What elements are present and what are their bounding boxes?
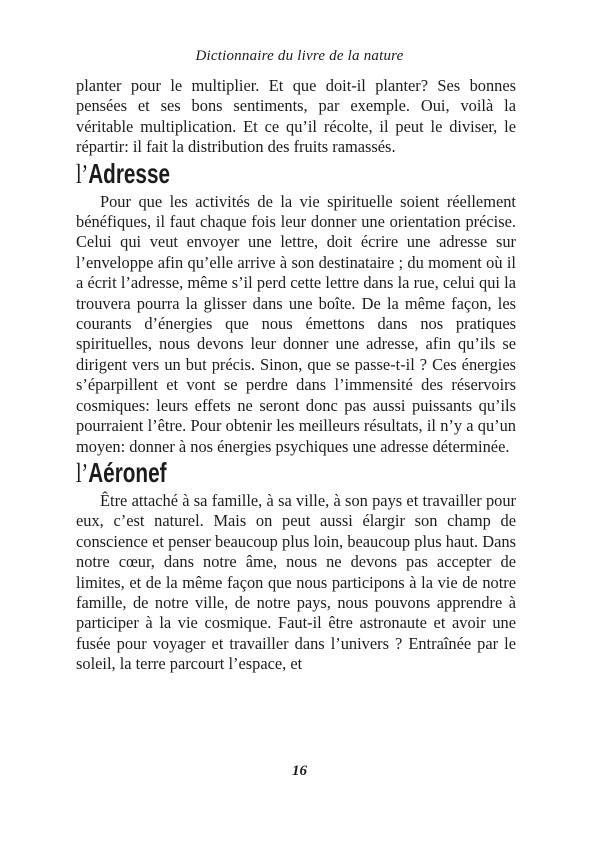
entry-heading-adresse bbox=[76, 158, 402, 192]
entry-article: l’ bbox=[76, 457, 89, 488]
entry-word: Aéronef bbox=[88, 456, 167, 488]
entry-word: Adresse bbox=[88, 157, 170, 189]
entry-paragraph-adresse: Pour que les activités de la vie spirituelle soient réellement bénéfiques, il faut chaque fois leur donner une orientation précise. Celui qui veut envoyer une lettre, doit écrire une adresse sur l’enveloppe afin qu’elle arrive à son destinataire ; du moment où il a écrit l’adresse, même s’il perd cette lettre dans la rue, celui qui la trouvera pourra la glisser dans une boîte. De la même façon, les courants d’énergies que nous émettons dans nos pratiques spirituelles, nous devons leur donner une adresse, afin qu’ils se dirigent vers un but précis. Sinon, que se passe-t-il ? Ces énergies s’éparpillent et vont se perdre dans l’immensité des réservoirs cosmiques: leurs effets ne seront donc pas aussi puissants qu’ils pourraient l’être. Pour obtenir les meilleurs résultats, il n’y a qu’un moyen: donner à nos énergies psychiques une adresse déterminée. bbox=[76, 191, 516, 456]
page-content bbox=[76, 76, 516, 675]
entry-article: l’ bbox=[76, 158, 89, 189]
running-header: Dictionnaire du livre de la nature bbox=[195, 48, 404, 64]
entry-paragraph-aeronef: Être attaché à sa famille, à sa ville, à son pays et travailler pour eux, c’est naturel. Mais on peut aussi élargir son champ de conscience et penser beaucoup plus loin, beaucoup plus haut. Dans notre cœur, dans notre âme, nous ne devons pas accepter de limites, et de la même façon que nous participons à la vie de notre famille, de notre ville, de notre pays, nous pouvons apprendre à participer à la vie cosmique. Faut-il être astronaute et avoir une fusée pour voyager et travailler dans l’univers ? Entraînée par le soleil, la terre parcourt l’espace, et bbox=[76, 490, 516, 674]
continuation-paragraph: planter pour le multiplier. Et que doit-il planter? Ses bonnes pensées et ses bons sentiments, par exemple. Oui, voilà la véritable multiplication. Et ce qu’il récolte, il peut le diviser, le répartir: il fait la distribution des fruits ramassés. bbox=[76, 76, 516, 157]
entry-heading-aeronef bbox=[76, 457, 402, 491]
page-number: 16 bbox=[292, 763, 307, 779]
